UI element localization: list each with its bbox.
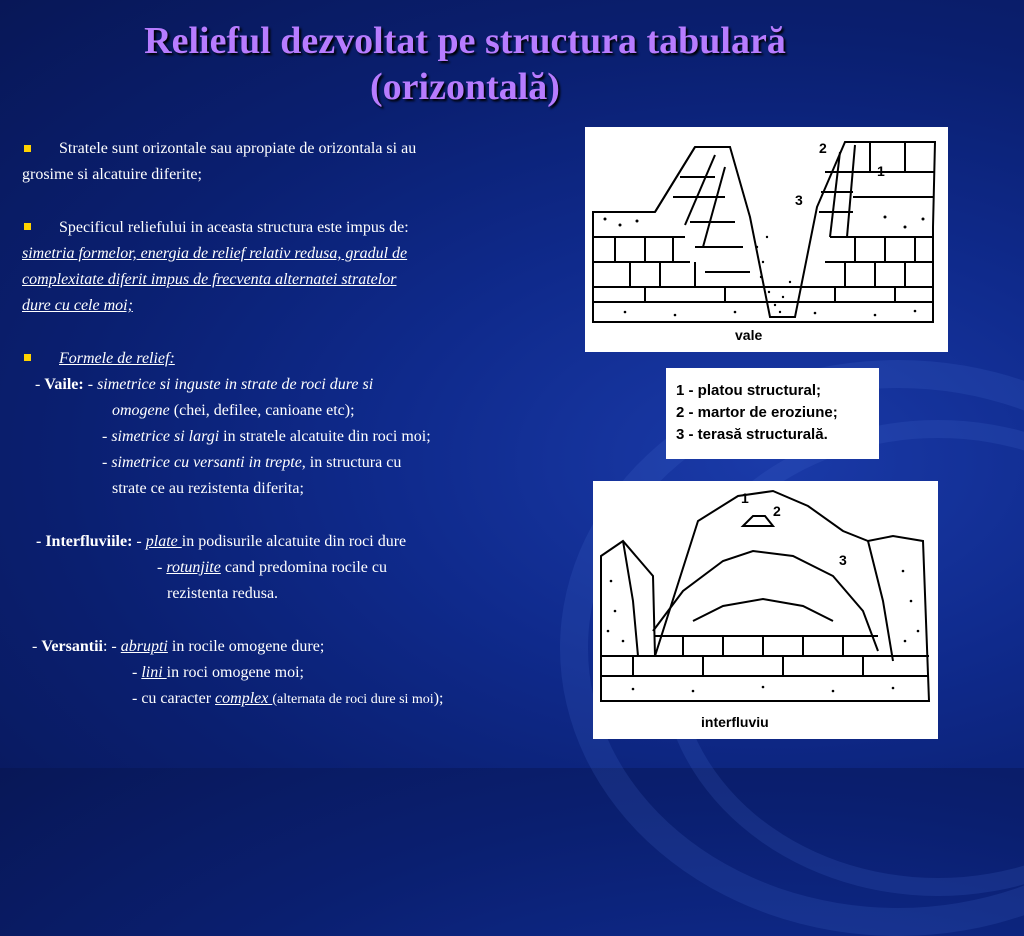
body-text: [22, 136, 582, 712]
title-line: (orizontală): [370, 66, 560, 108]
figure-label: 3: [795, 192, 803, 208]
figure-caption: interfluviu: [701, 714, 769, 730]
text-line: - Versantii: - abrupti in rocile omogene dure;: [32, 637, 325, 655]
spacer: [22, 188, 582, 214]
valley-figure: [585, 127, 948, 352]
spacer: [22, 607, 582, 633]
figure-caption: vale: [735, 327, 763, 343]
text-line: simetria formelor, energia de relief relativ redusa, gradul de: [22, 244, 408, 262]
text-line: - Interfluviile: - plate in podisurile alcatuite din roci dure: [36, 532, 407, 550]
figure-label: 2: [819, 140, 827, 156]
interfluve-diagram: [593, 481, 938, 739]
spacer: [22, 319, 582, 345]
text-line: - lini in roci omogene moi;: [132, 663, 304, 681]
text-line: - rotunjite cand predomina rocile cu: [157, 559, 387, 576]
text-line: strate ce au rezistenta diferita;: [112, 480, 304, 498]
interfluve-figure: [593, 481, 938, 739]
bullet-icon: [24, 223, 31, 230]
legend-item: 3 - terasă structurală.: [676, 426, 828, 443]
text-line: grosime si alcatuire diferite;: [22, 166, 202, 184]
legend-item: 1 - platou structural;: [676, 382, 822, 399]
text-line: Formele de relief:: [22, 346, 582, 372]
figure-label: 1: [741, 490, 749, 506]
figure-label: 2: [773, 503, 781, 519]
figure-legend: [666, 368, 879, 459]
text-line: rezistenta redusa.: [167, 585, 279, 603]
bullet-icon: [24, 145, 31, 152]
text-line: dure cu cele moi;: [22, 297, 133, 315]
text-line: - cu caracter complex (alternata de roci dure si moi);: [132, 689, 444, 707]
figure-label: 1: [877, 163, 885, 179]
text-line: omogene (chei, defilee, canioane etc);: [112, 401, 355, 419]
text-line: - simetrice cu versanti in trepte, in structura cu: [102, 454, 402, 472]
slide-title: [0, 18, 930, 110]
valley-diagram: [585, 127, 948, 352]
text-line: Specificul reliefului in aceasta structura este impus de:: [22, 215, 582, 241]
figure-label: 3: [839, 552, 847, 568]
title-line: Relieful dezvoltat pe structura tabulară: [144, 20, 786, 62]
text-line: complexitate diferit impus de frecventa alternatei stratelor: [22, 270, 397, 288]
text-line: - simetrice si largi in stratele alcatuite din roci moi;: [102, 428, 431, 446]
legend-item: 2 - martor de eroziune;: [676, 404, 838, 421]
bullet-icon: [24, 354, 31, 361]
text-line: Stratele sunt orizontale sau apropiate de orizontala si au: [22, 136, 582, 162]
spacer: [22, 503, 582, 529]
text-line: - Vaile: - simetrice si inguste in strate de roci dure si: [35, 375, 374, 393]
